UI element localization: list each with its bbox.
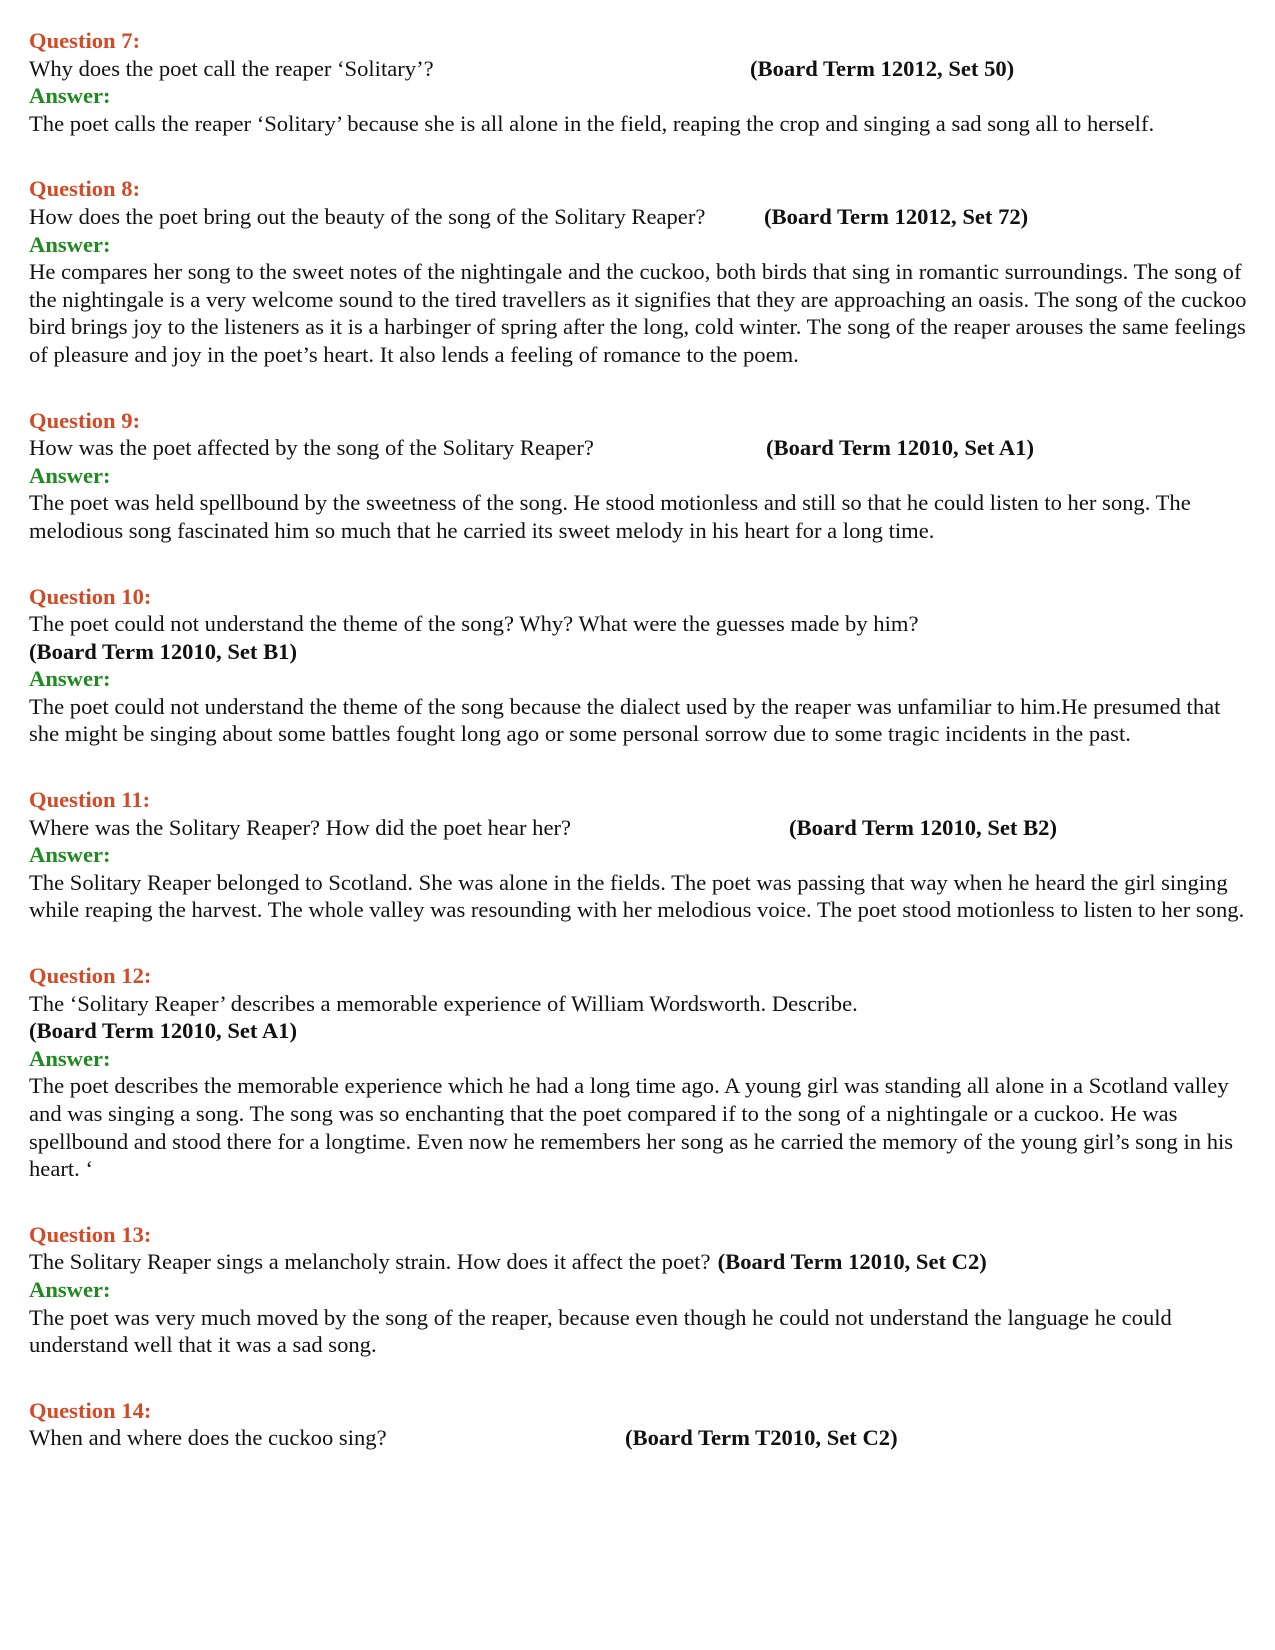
answer-label: Answer: [29,462,111,488]
answer-label: Answer: [29,1276,111,1302]
answer-label: Answer: [29,666,111,692]
board-reference: (Board Term 12010, Set B2) [789,814,1057,840]
question-row [29,1424,1249,1452]
answer-label: Answer: [29,83,111,109]
question-text: The poet could not understand the theme of the song? Why? What were the guesses made by him? [29,611,919,637]
question-label: Question 7: [29,28,141,53]
question-text: The ‘Solitary Reaper’ describes a memorable experience of William Wordsworth. Describe. [29,990,858,1016]
question-label: Question 8: [29,176,141,202]
answer-text: The poet describes the memorable experience which he had a long time ago. A young girl was standing all alone in a Scotland valley and was singing a song. The song was so enchanting that the poet compared if to the song of a nightingale or a cuckoo. He was spellbound and stood there for a longtime. Even now he remembers her song as he carried the memory of the young girl’s song in his heart. ‘ [29,1073,1234,1182]
question-text: Why does the poet call the reaper ‘Solitary’? [29,55,434,81]
document-page [29,27,1249,1452]
answer-text: The Solitary Reaper belonged to Scotland. She was alone in the fields. The poet was passing that way when he heard the girl singing while reaping the harvest. The whole valley was resounding with her melodious voice. The poet stood motionless to listen to her song. [29,869,1245,923]
board-reference: (Board Term 12010, Set B1) [29,638,297,664]
answer-label: Answer: [29,1045,111,1071]
question-block [29,962,1249,1183]
question-block [29,175,1249,368]
question-row [29,990,1249,1018]
question-text: The Solitary Reaper sings a melancholy strain. How does it affect the poet? [29,1249,711,1275]
question-label: Question 13: [29,1221,152,1247]
board-reference: (Board Term 12010, Set A1) [766,435,1034,461]
question-text: Where was the Solitary Reaper? How did the poet hear her? [29,814,572,840]
board-reference: (Board Term 12012, Set 72) [764,203,1029,229]
question-label: Question 14: [29,1397,152,1423]
question-block [29,1397,1249,1452]
question-label: Question 9: [29,407,141,433]
question-block [29,786,1249,924]
question-block [29,407,1249,545]
answer-text: The poet was held spellbound by the sweetness of the song. He stood motionless and still so that he could listen to her song. The melodious song fascinated him so much that he carried its sweet melody in his heart for a long time. [29,490,1191,543]
answer-text: The poet calls the reaper ‘Solitary’ because she is all alone in the field, reaping the crop and singing a sad song all to herself. [29,110,1155,136]
question-text: How was the poet affected by the song of the Solitary Reaper? [29,435,594,461]
question-block [29,27,1249,137]
question-row [29,434,1249,462]
question-row [29,814,1249,842]
question-row [29,610,1249,638]
question-label: Question 10: [29,583,152,609]
answer-text: He compares her song to the sweet notes of the nightingale and the cuckoo, both birds that sing in romantic surroundings. The song of the nightingale is a very welcome sound to the tired travellers as it signifies that they are approaching an oasis. The song of the cuckoo bird brings joy to the listeners as it is a harbinger of spring after the long, cold winter. The song of the reaper arouses the same feelings of pleasure and joy in the poet’s heart. It also lends a feeling of romance to the poem. [29,259,1247,367]
board-reference: (Board Term T2010, Set C2) [625,1425,898,1451]
question-text: How does the poet bring out the beauty of the song of the Solitary Reaper? [29,203,706,229]
question-row [29,1248,1249,1276]
answer-text: The poet was very much moved by the song of the reaper, because even though he could not understand the language he could understand well that it was a sad song. [29,1304,1172,1358]
question-label: Question 11: [29,787,151,813]
question-label: Question 12: [29,963,152,989]
answer-label: Answer: [29,842,111,868]
question-block [29,1221,1249,1359]
board-reference: (Board Term 12010, Set A1) [29,1018,297,1044]
question-text: When and where does the cuckoo sing? [29,1425,387,1451]
question-block [29,583,1249,749]
question-row [29,55,1249,83]
board-reference: (Board Term 12010, Set C2) [717,1249,987,1275]
answer-label: Answer: [29,231,111,257]
answer-text: The poet could not understand the theme of the song because the dialect used by the reaper was unfamiliar to him.He presumed that she might be singing about some battles fought long ago or some personal sorrow due to some tragic incidents in the past. [29,693,1221,747]
board-reference: (Board Term 12012, Set 50) [750,55,1015,81]
question-row [29,203,1249,231]
